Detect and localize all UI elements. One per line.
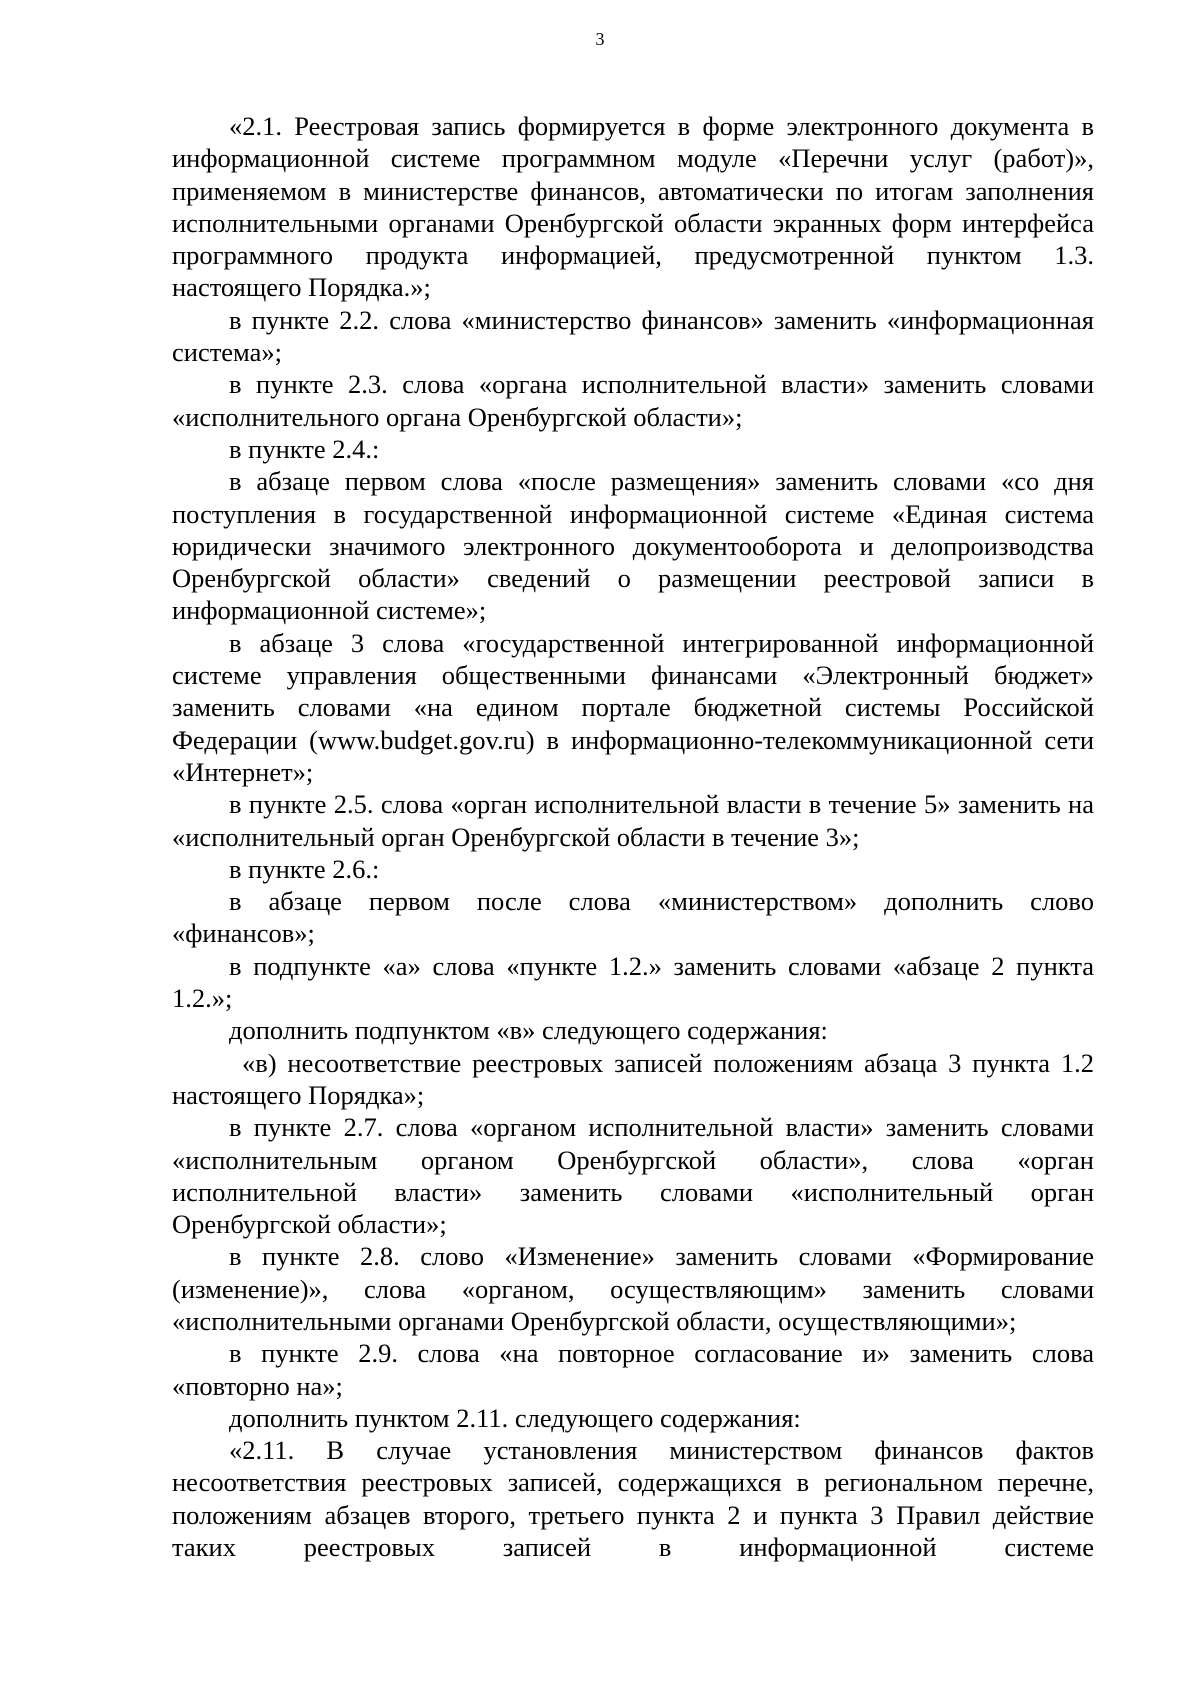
paragraph-point-2-4-third: в абзаце 3 слова «государственной интегрированной информационной системе управления общественными финансами «Электронный бюджет» заменить словами «на едином портале бюджетной системы Российской Федерации (www.budget.gov.ru) в информационно-телекоммуникационной сети «Интернет»; <box>172 627 1094 787</box>
paragraph-add-point-2-11: дополнить пунктом 2.11. следующего содержания: <box>229 1402 801 1433</box>
paragraph-point-2-6-heading: в пункте 2.6.: <box>229 853 380 884</box>
page-number: 3 <box>595 29 605 49</box>
paragraph-point-2-4-first: в абзаце первом слова «после размещения» заменить словами «со дня поступления в государственной информационной системе «Единая система юридически значимого электронного документооборота и делопроизводства Оренбургской области» сведений о размещении реестровой записи в информационной системе»; <box>172 466 1094 626</box>
paragraph-point-2-6-add-subpoint: дополнить подпунктом «в» следующего содержания: <box>229 1015 828 1046</box>
paragraph-point-2-6-subpoint-a: в подпункте «а» слова «пункте 1.2.» заменить словами «абзаце 2 пункта 1.2.»; <box>172 950 1094 1014</box>
paragraph-point-2-5: в пункте 2.5. слова «орган исполнительной власти в течение 5» заменить на «исполнительный орган Оренбургской области в течение 3»; <box>172 789 1094 852</box>
document-body <box>172 110 1094 1563</box>
paragraph-2-11-text: «2.11. В случае установления министерством финансов фактов несоответствия реестровых записей, содержащихся в региональном перечне, положениям абзацев второго, третьего пункта 2 и пункта 3 Правил действие таких реестровых записей в информационной системе <box>172 1435 1094 1563</box>
paragraph-point-2-7: в пункте 2.7. слова «органом исполнительной власти» заменить словами «исполнительным органом Оренбургской области», слова «орган исполнительной власти» заменить словами «исполнительный орган Оренбургской области»; <box>172 1112 1094 1240</box>
paragraph-2-1-text: «2.1. Реестровая запись формируется в форме электронного документа в информационной системе программном модуле «Перечни услуг (работ)», применяемом в министерстве финансов, автоматически по итогам заполнения исполнительными органами Оренбургской области экранных форм интерфейса программного продукта информацией, предусмотренной пунктом 1.3. настоящего Порядка.»; <box>172 111 1094 303</box>
paragraph-point-2-3: в пункте 2.3. слова «органа исполнительной власти» заменить словами «исполнительного органа Оренбургской области»; <box>172 369 1094 432</box>
paragraph-point-2-2: в пункте 2.2. слова «министерство финансов» заменить «информационная система»; <box>172 304 1094 368</box>
paragraph-point-2-6-first: в абзаце первом после слова «министерством» дополнить слово «финансов»; <box>172 886 1094 949</box>
paragraph-point-2-4-heading: в пункте 2.4.: <box>229 433 380 464</box>
paragraph-subpoint-v-text: «в) несоответствие реестровых записей положениям абзаца 3 пункта 1.2 настоящего Порядка»; <box>172 1047 1094 1110</box>
paragraph-point-2-8: в пункте 2.8. слово «Изменение» заменить словами «Формирование (изменение)», слова «органом, осуществляющим» заменить словами «исполнительными органами Оренбургской области, осуществляющими»; <box>172 1241 1094 1336</box>
paragraph-point-2-9: в пункте 2.9. слова «на повторное согласование и» заменить слова «повторно на»; <box>172 1338 1094 1401</box>
